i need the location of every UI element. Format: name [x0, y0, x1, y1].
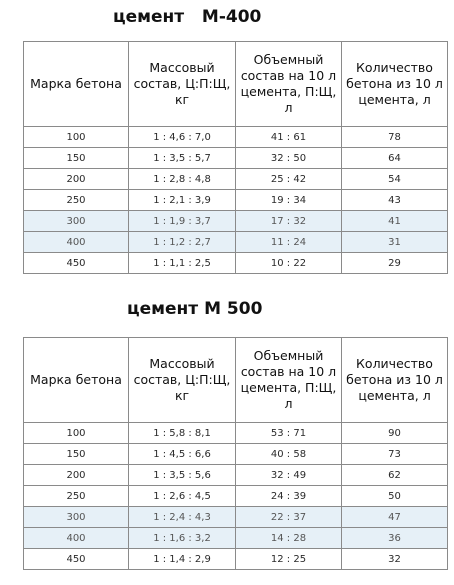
cell-volume: 17 : 32 [236, 211, 342, 232]
cell-mass: 1 : 1,6 : 3,2 [129, 528, 236, 549]
cell-volume: 32 : 49 [236, 465, 342, 486]
cell-yield: 62 [342, 465, 448, 486]
cell-yield: 31 [342, 232, 448, 253]
table-row [24, 528, 448, 549]
cell-volume: 19 : 34 [236, 190, 342, 211]
table-row [24, 423, 448, 444]
table-row [24, 465, 448, 486]
cell-volume: 12 : 25 [236, 549, 342, 570]
cell-grade: 400 [24, 528, 129, 549]
cell-grade: 200 [24, 465, 129, 486]
cell-yield: 29 [342, 253, 448, 274]
header-volume: Объемный состав на 10 л цемента, П:Щ, л [236, 42, 342, 127]
table-title-m400: цемент М-400 [113, 7, 262, 27]
cell-volume: 11 : 24 [236, 232, 342, 253]
cell-mass: 1 : 4,6 : 7,0 [129, 127, 236, 148]
concrete-table-m400 [23, 41, 448, 274]
cell-yield: 47 [342, 507, 448, 528]
table-title-m500: цемент М 500 [127, 299, 263, 319]
cell-yield: 36 [342, 528, 448, 549]
cell-mass: 1 : 4,5 : 6,6 [129, 444, 236, 465]
cell-yield: 50 [342, 486, 448, 507]
cell-yield: 90 [342, 423, 448, 444]
cell-volume: 32 : 50 [236, 148, 342, 169]
cell-mass: 1 : 2,8 : 4,8 [129, 169, 236, 190]
header-volume: Объемный состав на 10 л цемента, П:Щ, л [236, 338, 342, 423]
cell-grade: 100 [24, 127, 129, 148]
table-row [24, 507, 448, 528]
table-row [24, 127, 448, 148]
cell-mass: 1 : 2,4 : 4,3 [129, 507, 236, 528]
header-grade: Марка бетона [24, 42, 129, 127]
table-row [24, 169, 448, 190]
cell-mass: 1 : 1,1 : 2,5 [129, 253, 236, 274]
cell-mass: 1 : 2,1 : 3,9 [129, 190, 236, 211]
cell-grade: 450 [24, 549, 129, 570]
table-row [24, 211, 448, 232]
table-row [24, 190, 448, 211]
table-row [24, 148, 448, 169]
cell-yield: 78 [342, 127, 448, 148]
cell-grade: 250 [24, 486, 129, 507]
table-row [24, 253, 448, 274]
cell-volume: 41 : 61 [236, 127, 342, 148]
header-yield: Количество бетона из 10 л цемента, л [342, 338, 448, 423]
cell-grade: 250 [24, 190, 129, 211]
cell-volume: 53 : 71 [236, 423, 342, 444]
cell-grade: 150 [24, 444, 129, 465]
cell-volume: 22 : 37 [236, 507, 342, 528]
cell-mass: 1 : 1,9 : 3,7 [129, 211, 236, 232]
table-header-row [24, 42, 448, 127]
cell-volume: 24 : 39 [236, 486, 342, 507]
cell-volume: 40 : 58 [236, 444, 342, 465]
cell-volume: 14 : 28 [236, 528, 342, 549]
cell-grade: 300 [24, 211, 129, 232]
cell-mass: 1 : 3,5 : 5,6 [129, 465, 236, 486]
cell-grade: 150 [24, 148, 129, 169]
header-yield: Количество бетона из 10 л цемента, л [342, 42, 448, 127]
table-row [24, 486, 448, 507]
table-row [24, 549, 448, 570]
cell-mass: 1 : 5,8 : 8,1 [129, 423, 236, 444]
table-header-row [24, 338, 448, 423]
header-grade: Марка бетона [24, 338, 129, 423]
cell-mass: 1 : 3,5 : 5,7 [129, 148, 236, 169]
cell-yield: 73 [342, 444, 448, 465]
cell-grade: 200 [24, 169, 129, 190]
cell-yield: 32 [342, 549, 448, 570]
cell-yield: 54 [342, 169, 448, 190]
table-row [24, 444, 448, 465]
cell-grade: 450 [24, 253, 129, 274]
cell-yield: 64 [342, 148, 448, 169]
cell-grade: 400 [24, 232, 129, 253]
cell-mass: 1 : 1,4 : 2,9 [129, 549, 236, 570]
table-row [24, 232, 448, 253]
header-mass: Массовый состав, Ц:П:Щ, кг [129, 42, 236, 127]
cell-mass: 1 : 2,6 : 4,5 [129, 486, 236, 507]
cell-mass: 1 : 1,2 : 2,7 [129, 232, 236, 253]
cell-grade: 100 [24, 423, 129, 444]
concrete-table-m500 [23, 337, 448, 570]
cell-grade: 300 [24, 507, 129, 528]
cell-volume: 25 : 42 [236, 169, 342, 190]
cell-yield: 43 [342, 190, 448, 211]
header-mass: Массовый состав, Ц:П:Щ, кг [129, 338, 236, 423]
cell-yield: 41 [342, 211, 448, 232]
cell-volume: 10 : 22 [236, 253, 342, 274]
